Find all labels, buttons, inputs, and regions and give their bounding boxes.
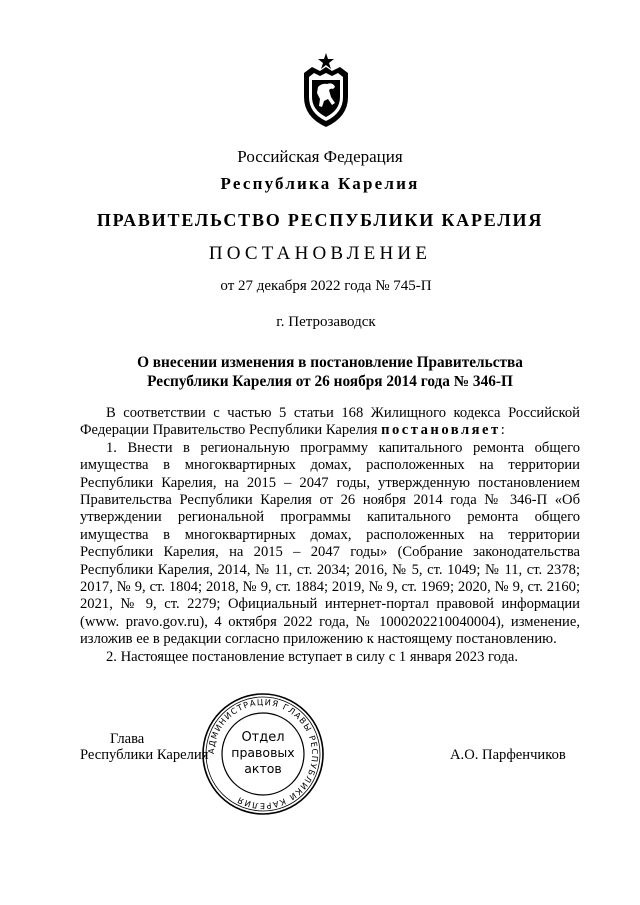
republic-name: Республика Карелия	[220, 174, 420, 193]
karelia-coat-of-arms-icon	[298, 53, 354, 129]
stamp-ring-text: АДМИНИСТРАЦИЯ ГЛАВЫ РЕСПУБЛИКИ КАРЕЛИЯ	[205, 696, 321, 812]
signatory-name: А.О. Парфенчиков	[450, 747, 566, 763]
preamble-paragraph	[80, 405, 580, 440]
official-stamp	[201, 692, 325, 816]
subject-line-2: Республики Карелия от 26 ноября 2014 года № 346-П	[147, 373, 513, 390]
resolves-word: постановляет	[381, 422, 501, 439]
signatory-title-line-1: Глава	[110, 731, 145, 747]
document-city: г. Петрозаводск	[276, 314, 376, 330]
government-title: ПРАВИТЕЛЬСТВО РЕСПУБЛИКИ КАРЕЛИЯ	[96, 210, 544, 230]
preamble-colon: :	[500, 422, 505, 439]
document-date-number: от 27 декабря 2022 года № 745-П	[220, 278, 432, 294]
document-subject	[0, 353, 640, 391]
item-2-paragraph: 2. Настоящее постановление вступает в силу с 1 января 2023 года.	[106, 648, 519, 665]
stamp-center-line-2: правовых	[231, 745, 295, 760]
subject-line-1: О внесении изменения в постановление Правительства	[137, 354, 523, 371]
stamp-center-line-1: Отдел	[241, 730, 285, 745]
item-1-paragraph: 1. Внести в региональную программу капитального ремонта общего имущества в многоквартирных домах, расположенных на территории Республики Карелия, на 2015 – 2047 годы, утвержденную постановлением Правительства Республики Карелия от 26 ноября 2014 года № 346-П «Об утверждении региональной программы капитального ремонта общего имущества в многоквартирных домах, расположенных на территории Республики Карелия, на 2015 – 2047 годы» (Собрание законодательства Республики Карелия, 2014, № 11, ст. 2034; 2016, № 5, ст. 1049; № 11, ст. 2378; 2017, № 9, ст. 1804; 2018, № 9, ст. 1884; 2019, № 9, ст. 1969; 2020, № 9, ст. 2160; 2021, № 9, ст. 2279; Официальный интернет-портал правовой информации (www. pravo.gov.ru), 4 октября 2022 года, № 1000202210040004), изменение, изложив ее в редакции согласно приложению к настоящему постановлению.	[80, 439, 580, 648]
country-name: Российская Федерация	[237, 147, 403, 166]
document-type: ПОСТАНОВЛЕНИЕ	[208, 243, 432, 264]
document-body	[80, 405, 580, 666]
signatory-title-line-2: Республики Карелия	[80, 747, 209, 763]
preamble-text: В соответствии с частью 5 статьи 168 Жилищного кодекса Российской Федерации Правительство Республики Карелия	[80, 405, 580, 439]
stamp-center-line-3: актов	[244, 761, 282, 776]
